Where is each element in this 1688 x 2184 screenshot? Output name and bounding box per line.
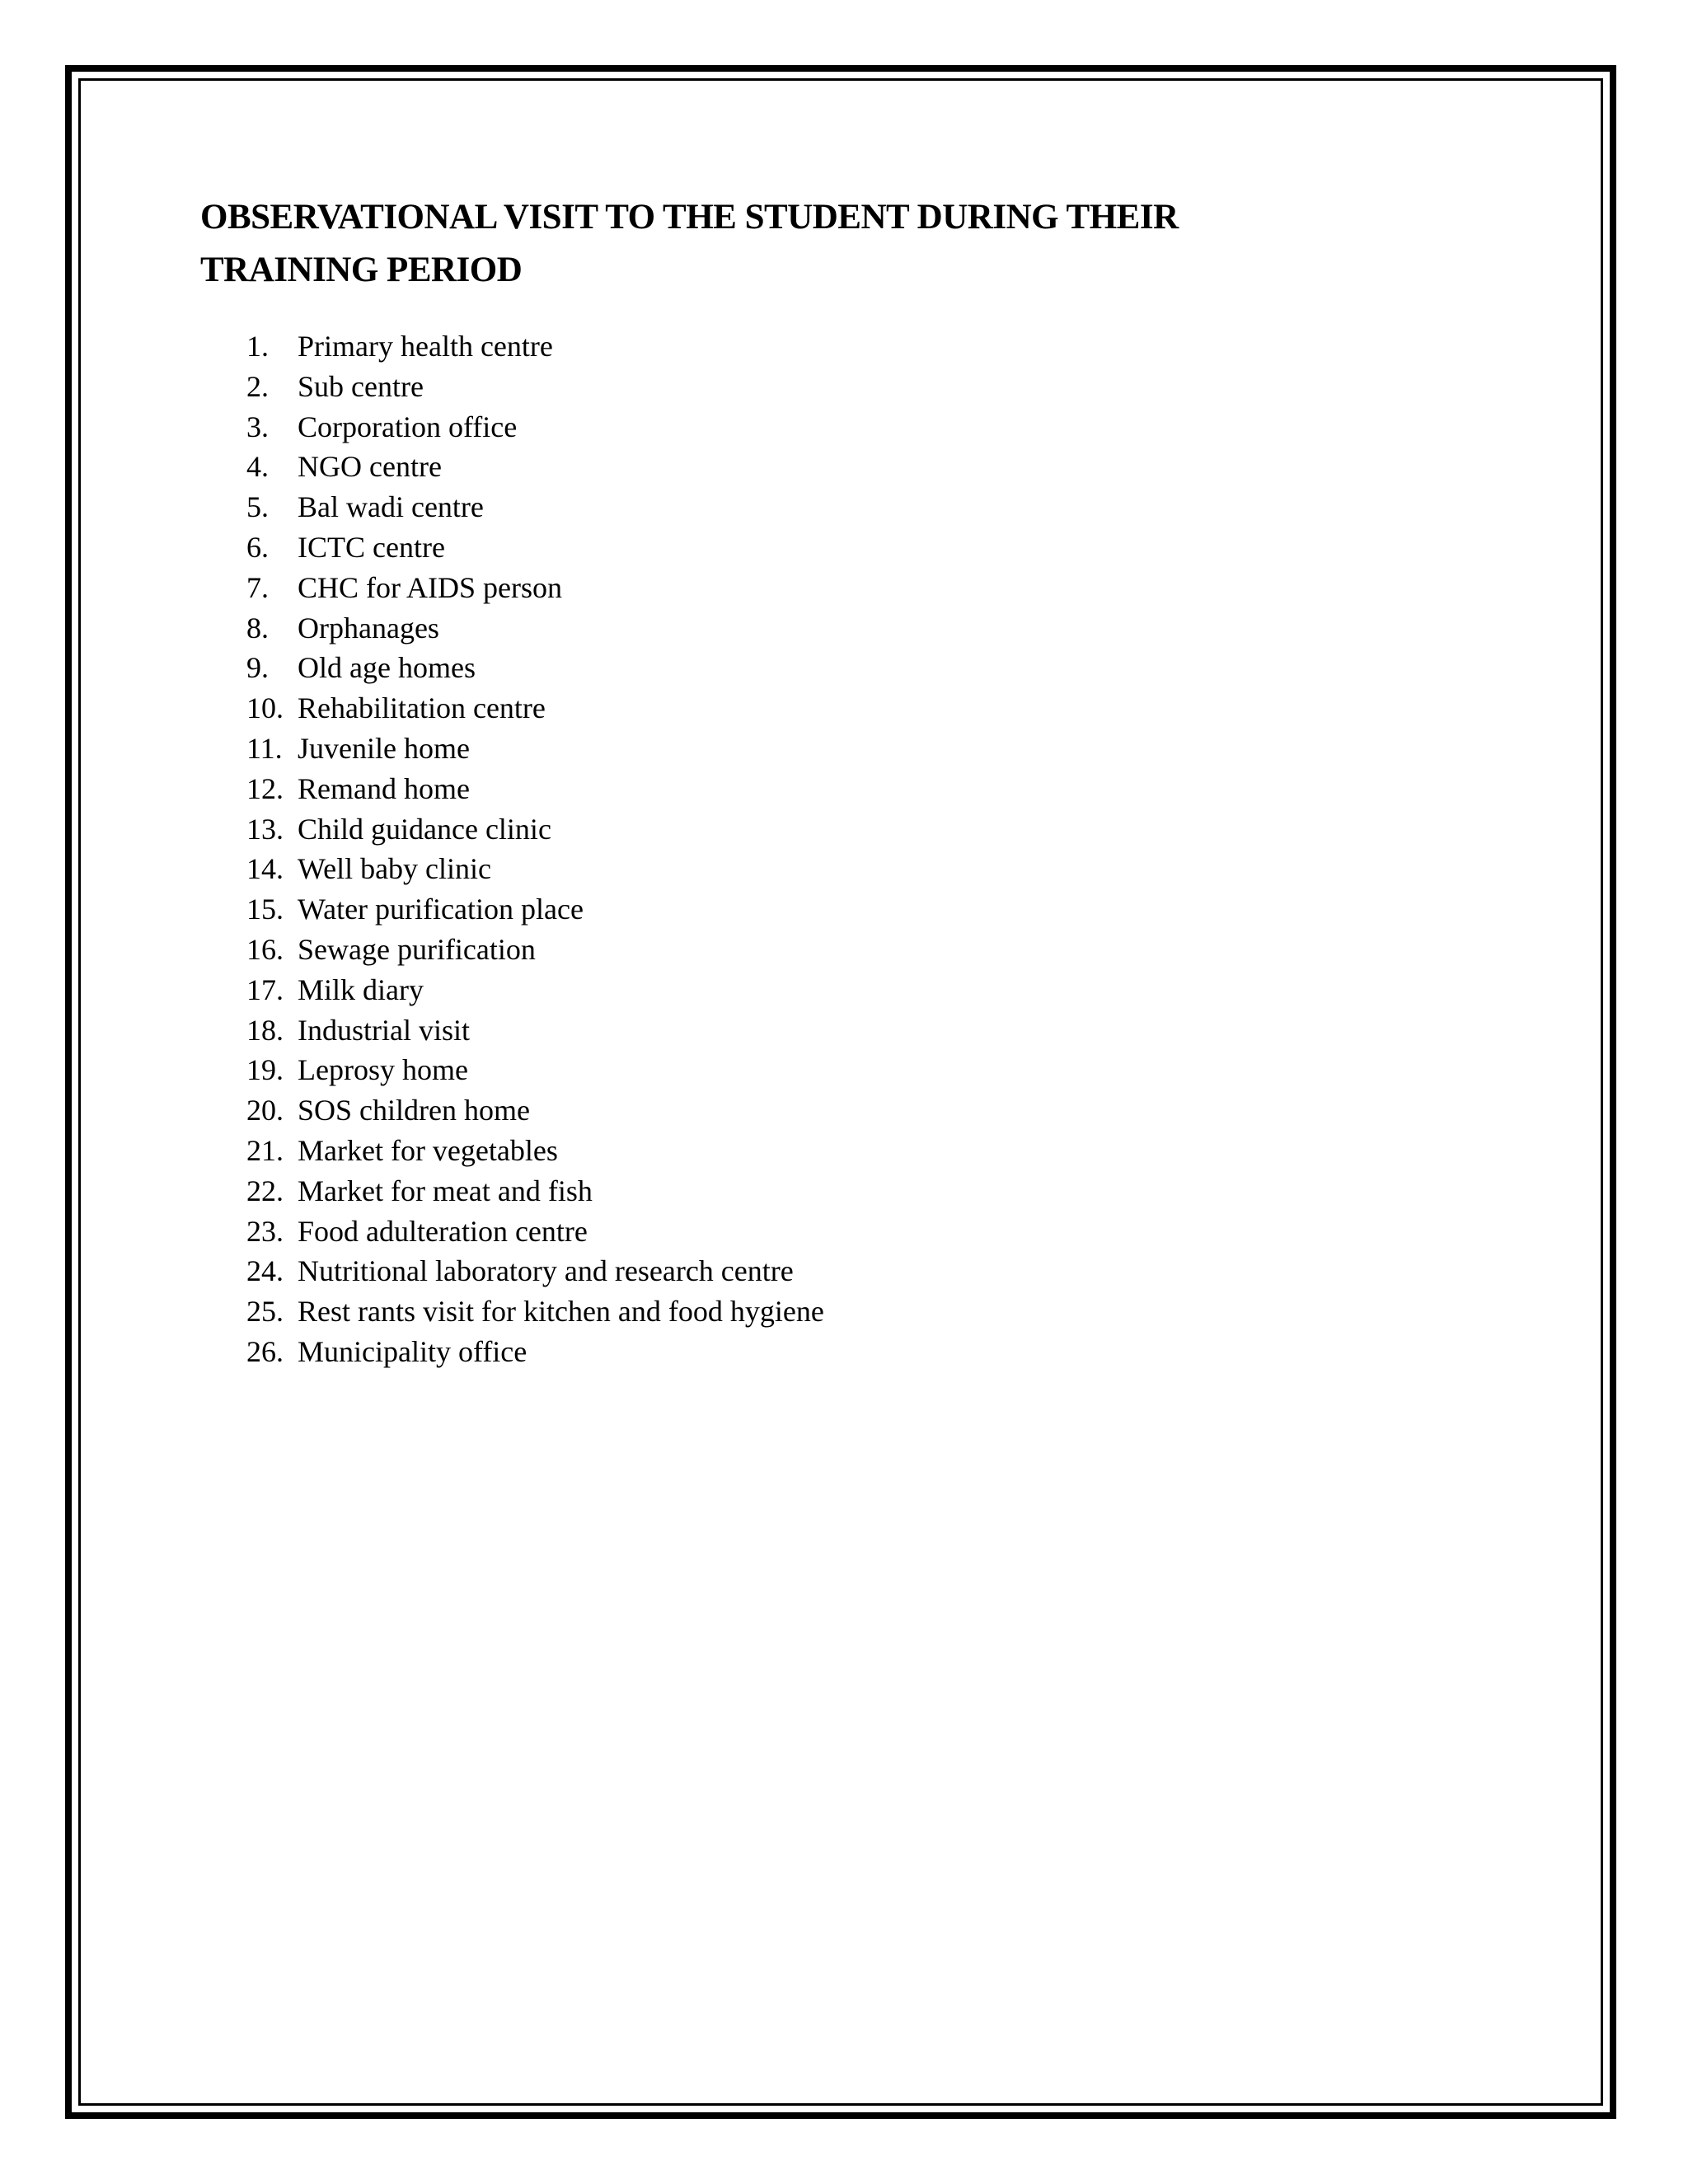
list-item <box>200 407 1519 448</box>
list-item-number: 16. <box>246 932 284 966</box>
visit-list <box>200 326 1519 1372</box>
list-item-text: Nutritional laboratory and research centre <box>298 1254 794 1288</box>
list-item-number: 11. <box>246 731 283 765</box>
list-item-text: Remand home <box>298 771 470 805</box>
list-item-text: Industrial visit <box>298 1013 470 1047</box>
list-item-text: Sewage purification <box>298 932 536 966</box>
list-item-text: Corporation office <box>298 410 518 443</box>
page-title <box>200 191 1519 297</box>
list-item-number: 15. <box>246 893 284 926</box>
list-item <box>200 688 1519 729</box>
list-item <box>200 1251 1519 1291</box>
list-item-text: CHC for AIDS person <box>298 570 562 604</box>
list-item-text: Primary health centre <box>298 330 553 363</box>
list-item-number: 9. <box>246 651 269 685</box>
list-item <box>200 769 1519 809</box>
list-item <box>200 1291 1519 1332</box>
list-item-number: 14. <box>246 852 284 886</box>
list-item-number: 22. <box>246 1174 284 1207</box>
list-item-number: 4. <box>246 450 269 484</box>
list-item <box>200 1050 1519 1090</box>
list-item <box>200 1171 1519 1212</box>
list-item-number: 3. <box>246 410 269 443</box>
list-item-text: Rest rants visit for kitchen and food hygiene <box>298 1295 824 1329</box>
list-item <box>200 809 1519 850</box>
list-item <box>200 1332 1519 1372</box>
list-item-number: 5. <box>246 490 269 524</box>
list-item-text: Water purification place <box>298 893 584 926</box>
list-item-number: 25. <box>246 1295 284 1329</box>
list-item-number: 8. <box>246 611 269 644</box>
list-item <box>200 487 1519 527</box>
list-item <box>200 608 1519 649</box>
list-item-text: Leprosy home <box>298 1053 468 1087</box>
list-item-text: Market for vegetables <box>298 1133 558 1167</box>
list-item-number: 1. <box>246 330 269 363</box>
list-item-text: NGO centre <box>298 450 442 484</box>
list-item-number: 18. <box>246 1013 284 1047</box>
list-item-text: Municipality office <box>298 1334 528 1368</box>
list-item-number: 21. <box>246 1133 284 1167</box>
list-item-number: 6. <box>246 530 269 564</box>
list-item-text: Sub centre <box>298 369 424 403</box>
list-item <box>200 930 1519 970</box>
list-item-text: Food adulteration centre <box>298 1214 588 1248</box>
list-item <box>200 648 1519 688</box>
list-item-number: 12. <box>246 771 284 805</box>
list-item-text: Well baby clinic <box>298 852 492 886</box>
list-item-number: 10. <box>246 691 284 725</box>
list-item-text: Market for meat and fish <box>298 1174 593 1207</box>
list-item-number: 2. <box>246 369 269 403</box>
list-item <box>200 1090 1519 1131</box>
list-item <box>200 447 1519 487</box>
list-item <box>200 849 1519 889</box>
document-body <box>200 191 1519 1372</box>
list-item <box>200 1010 1519 1051</box>
list-item-text: Juvenile home <box>298 731 470 765</box>
list-item-text: Milk diary <box>298 972 424 1006</box>
list-item-number: 20. <box>246 1094 284 1127</box>
list-item <box>200 729 1519 769</box>
list-item <box>200 1131 1519 1171</box>
list-item-number: 7. <box>246 570 269 604</box>
list-item-number: 24. <box>246 1254 284 1288</box>
list-item-text: Orphanages <box>298 611 439 644</box>
list-item <box>200 326 1519 367</box>
list-item <box>200 889 1519 930</box>
list-item-number: 17. <box>246 972 284 1006</box>
list-item <box>200 527 1519 568</box>
list-item-text: Rehabilitation centre <box>298 691 546 725</box>
list-item-number: 13. <box>246 812 284 846</box>
list-item-text: SOS children home <box>298 1094 530 1127</box>
list-item-text: Child guidance clinic <box>298 812 551 846</box>
list-item <box>200 970 1519 1010</box>
list-item-text: Bal wadi centre <box>298 490 484 524</box>
page-title-line-1: OBSERVATIONAL VISIT TO THE STUDENT DURING THEIR <box>200 198 1179 237</box>
list-item-number: 19. <box>246 1053 284 1087</box>
list-item <box>200 1212 1519 1252</box>
list-item-text: ICTC centre <box>298 530 445 564</box>
page-title-line-2: TRAINING PERIOD <box>200 251 523 289</box>
list-item <box>200 568 1519 608</box>
list-item-text: Old age homes <box>298 651 476 685</box>
list-item <box>200 367 1519 407</box>
list-item-number: 23. <box>246 1214 284 1248</box>
list-item-number: 26. <box>246 1334 284 1368</box>
